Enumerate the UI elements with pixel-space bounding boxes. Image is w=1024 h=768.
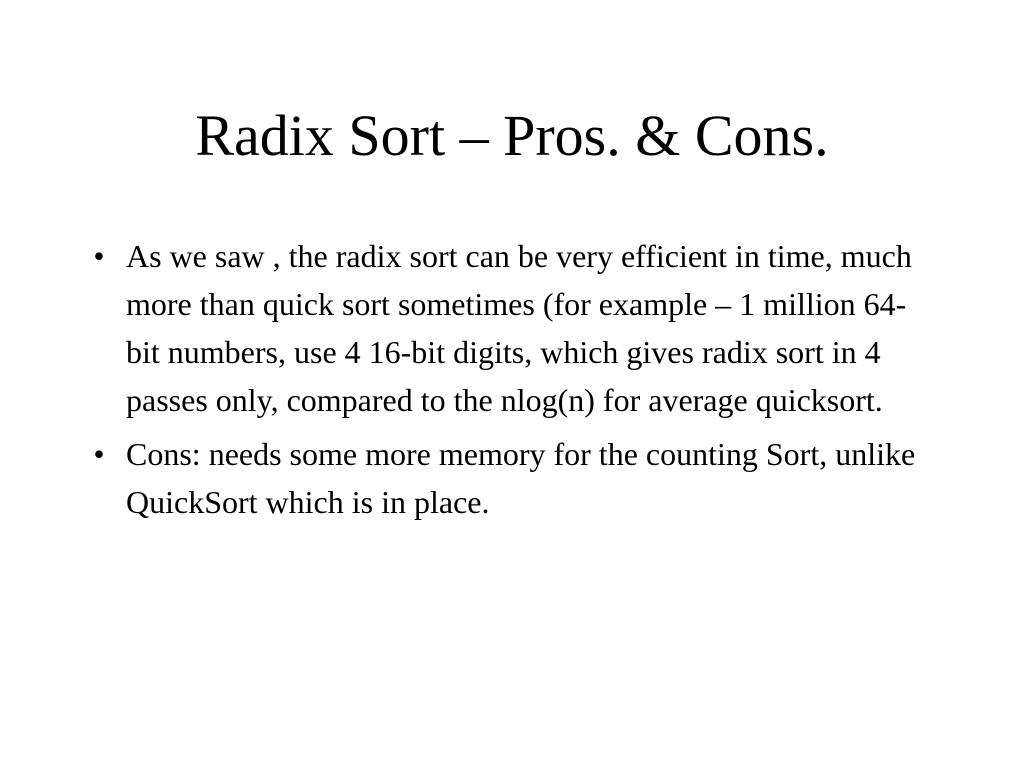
bullet-text-pros: As we saw , the radix sort can be very efficient in time, much more than quick sort sometimes (for example – 1 million 64-bit numbers, use 4 16-bit digits, which gives radix sort in 4 passes only, compared to the nlog(n) for average quicksort. [126, 238, 912, 418]
bullet-dot-icon: • [93, 238, 105, 274]
bullet-dot-icon: • [93, 436, 105, 472]
bullet-item-cons [84, 430, 934, 526]
bullet-item-pros [84, 232, 934, 424]
slide-title: Radix Sort – Pros. & Cons. [195, 103, 829, 168]
bullet-text-cons: Cons: needs some more memory for the counting Sort, unlike QuickSort which is in place. [126, 436, 916, 520]
bullet-list [84, 232, 934, 532]
